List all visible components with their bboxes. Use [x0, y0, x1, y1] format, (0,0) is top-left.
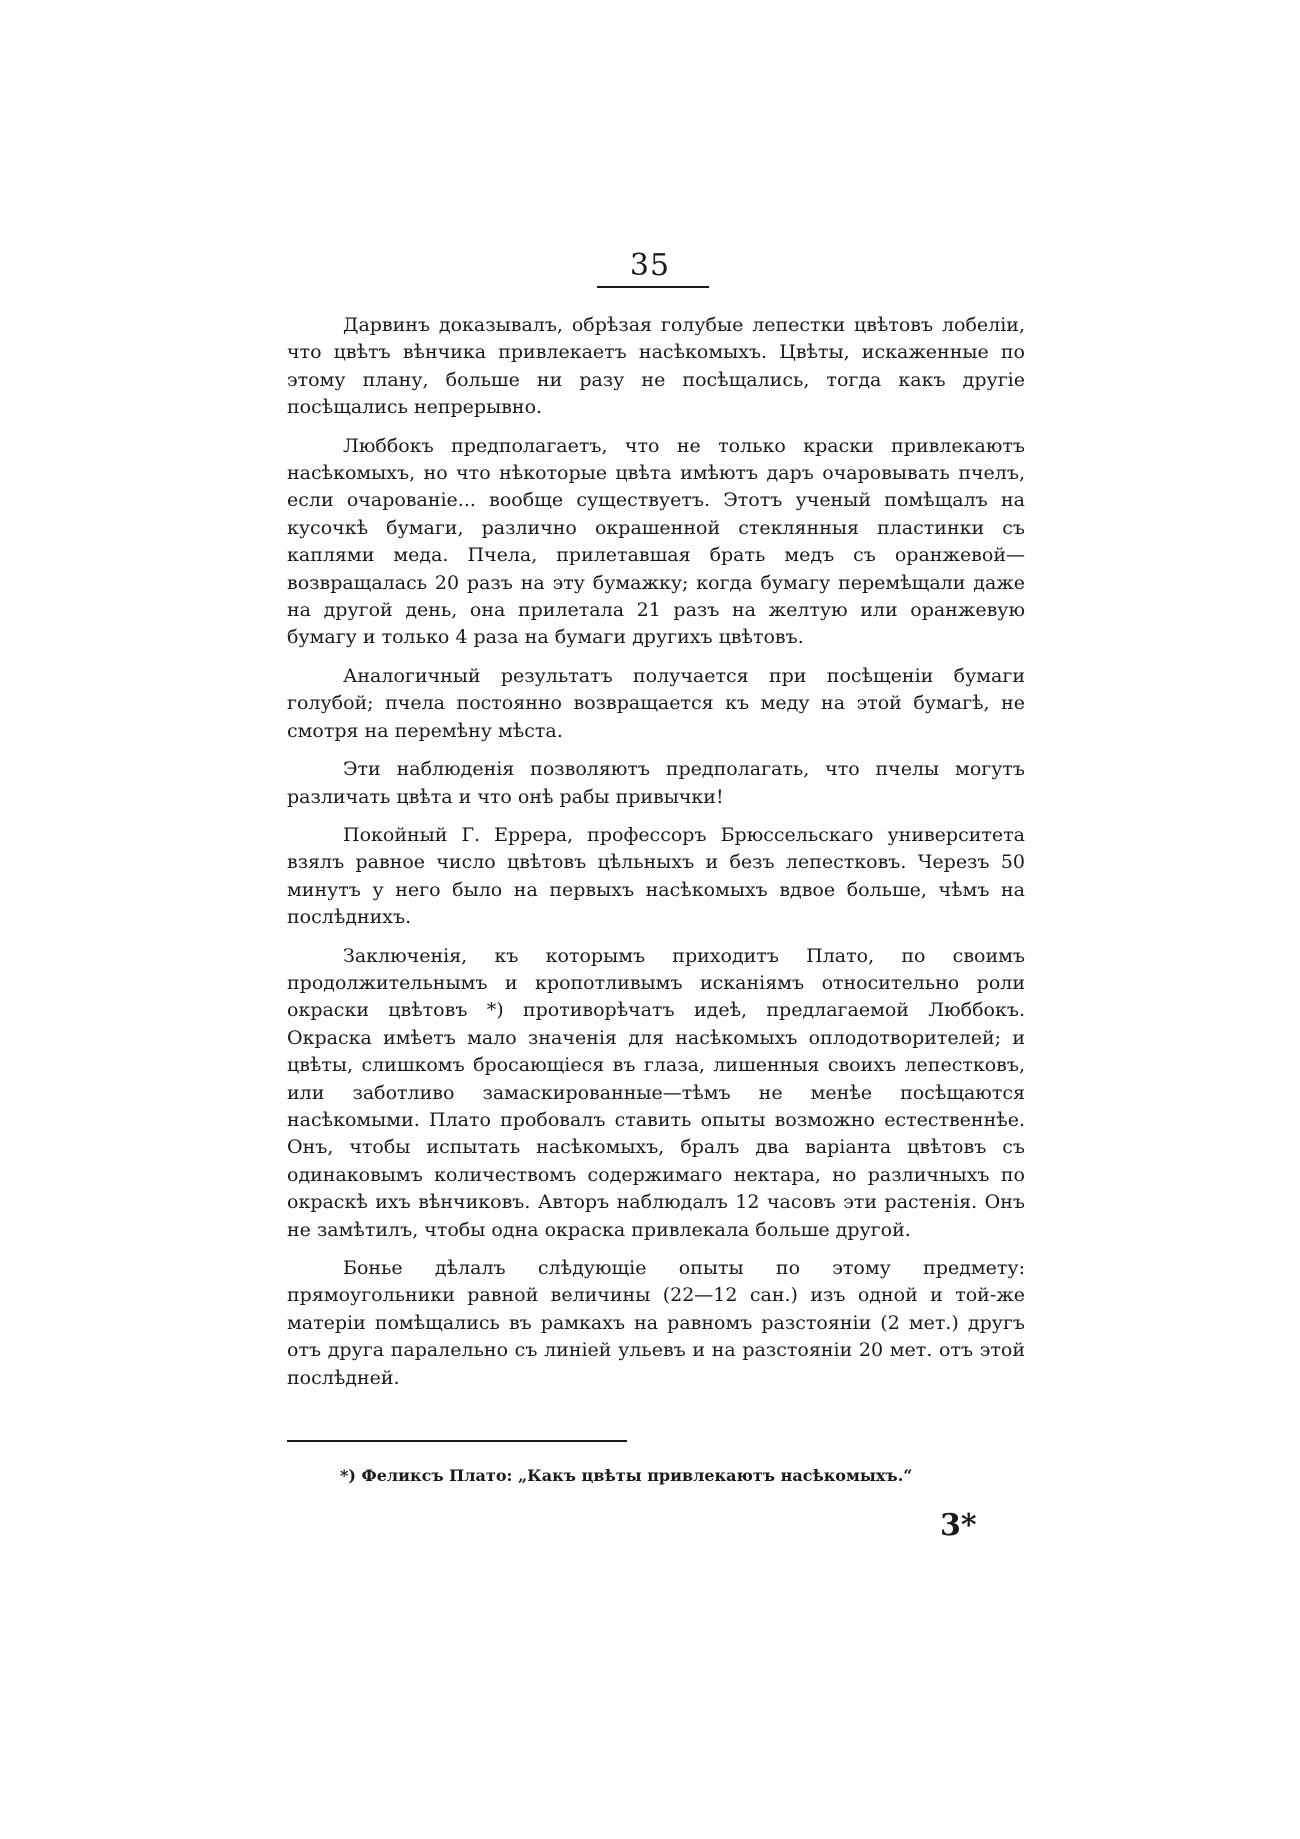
- paragraph: Эти наблюденія позволяютъ предполагать, что пчелы могутъ различать цвѣта и что онѣ рабы привычки!: [287, 758, 1025, 808]
- paragraph: Заключенія, къ которымъ приходитъ Плато, по своимъ продолжительнымъ и кропотливымъ исканіямъ относительно роли окраски цвѣтовъ *) противорѣчатъ идеѣ, предлагаемой Люббокъ. Окраска имѣетъ мало значенія для насѣкомыхъ оплодотворителей; и цвѣты, слишкомъ бросающіеся въ глаза, лишенныя своихъ лепестковъ, или заботливо замаскированные—тѣмъ не менѣе посѣщаются насѣкомыми. Плато пробовалъ ставить опыты возможно естественнѣе. Онъ, чтобы испытать насѣкомыхъ, бралъ два варіанта цвѣтовъ съ одинаковымъ количествомъ содержимаго нектара, но различныхъ по окраскѣ ихъ вѣнчиковъ. Авторъ наблюдалъ 12 часовъ эти растенія. Онъ не замѣтилъ, чтобы одна окраска привлекала больше другой.: [287, 944, 1025, 1241]
- footnote: *) Феликсъ Плато: „Какъ цвѣты привлекаютъ насѣкомыхъ.“: [340, 1466, 913, 1485]
- paragraph: Боньe дѣлалъ слѣдующіе опыты по этому предмету: прямоугольники равной величины (22—12 сан.) изъ одной и той-же матеріи помѣщались въ рамкахъ на равномъ разстояніи (2 мет.) другъ отъ друга паралельно съ линіей ульевъ и на разстояніи 20 мет. отъ этой послѣдней.: [287, 1257, 1025, 1389]
- page-number-rule: [597, 286, 709, 288]
- body-text: [287, 312, 1025, 1403]
- paragraph: Аналогичный результатъ получается при посѣщеніи бумаги голубой; пчела постоянно возвращается къ меду на этой бумагѣ, не смотря на перемѣну мѣста.: [287, 664, 1025, 742]
- paragraph: Люббокъ предполагаетъ, что не только краски привлекаютъ насѣкомыхъ, но что нѣкоторые цвѣта имѣютъ даръ очаровывать пчелъ, если очарованіе... вообще существуетъ. Этотъ ученый помѣщалъ на кусочкѣ бумаги, различно окрашенной стеклянныя пластинки съ каплями меда. Пчела, прилетавшая брать медъ съ оранжевой—возвращалась 20 разъ на эту бумажку; когда бумагу перемѣщали даже на другой день, она прилетала 21 разъ на желтую или оранжевую бумагу и только 4 раза на бумаги другихъ цвѣтовъ.: [287, 434, 1025, 649]
- paragraph: Покойный Г. Еррера, профессоръ Брюссельскаго университета взялъ равное число цвѣтовъ цѣльныхъ и безъ лепестковъ. Черезъ 50 минутъ у него было на первыхъ насѣкомыхъ вдвое больше, чѣмъ на послѣднихъ.: [287, 823, 1025, 929]
- page-number: 35: [629, 248, 671, 283]
- signature-mark: 3*: [940, 1508, 977, 1543]
- footnote-rule: [287, 1440, 627, 1442]
- paragraph: Дарвинъ доказывалъ, обрѣзая голубые лепестки цвѣтовъ лобеліи, что цвѣтъ вѣнчика привлекаетъ насѣкомыхъ. Цвѣты, искаженные по этому плану, больше ни разу не посѣщались, тогда какъ другіе посѣщались непрерывно.: [287, 314, 1025, 419]
